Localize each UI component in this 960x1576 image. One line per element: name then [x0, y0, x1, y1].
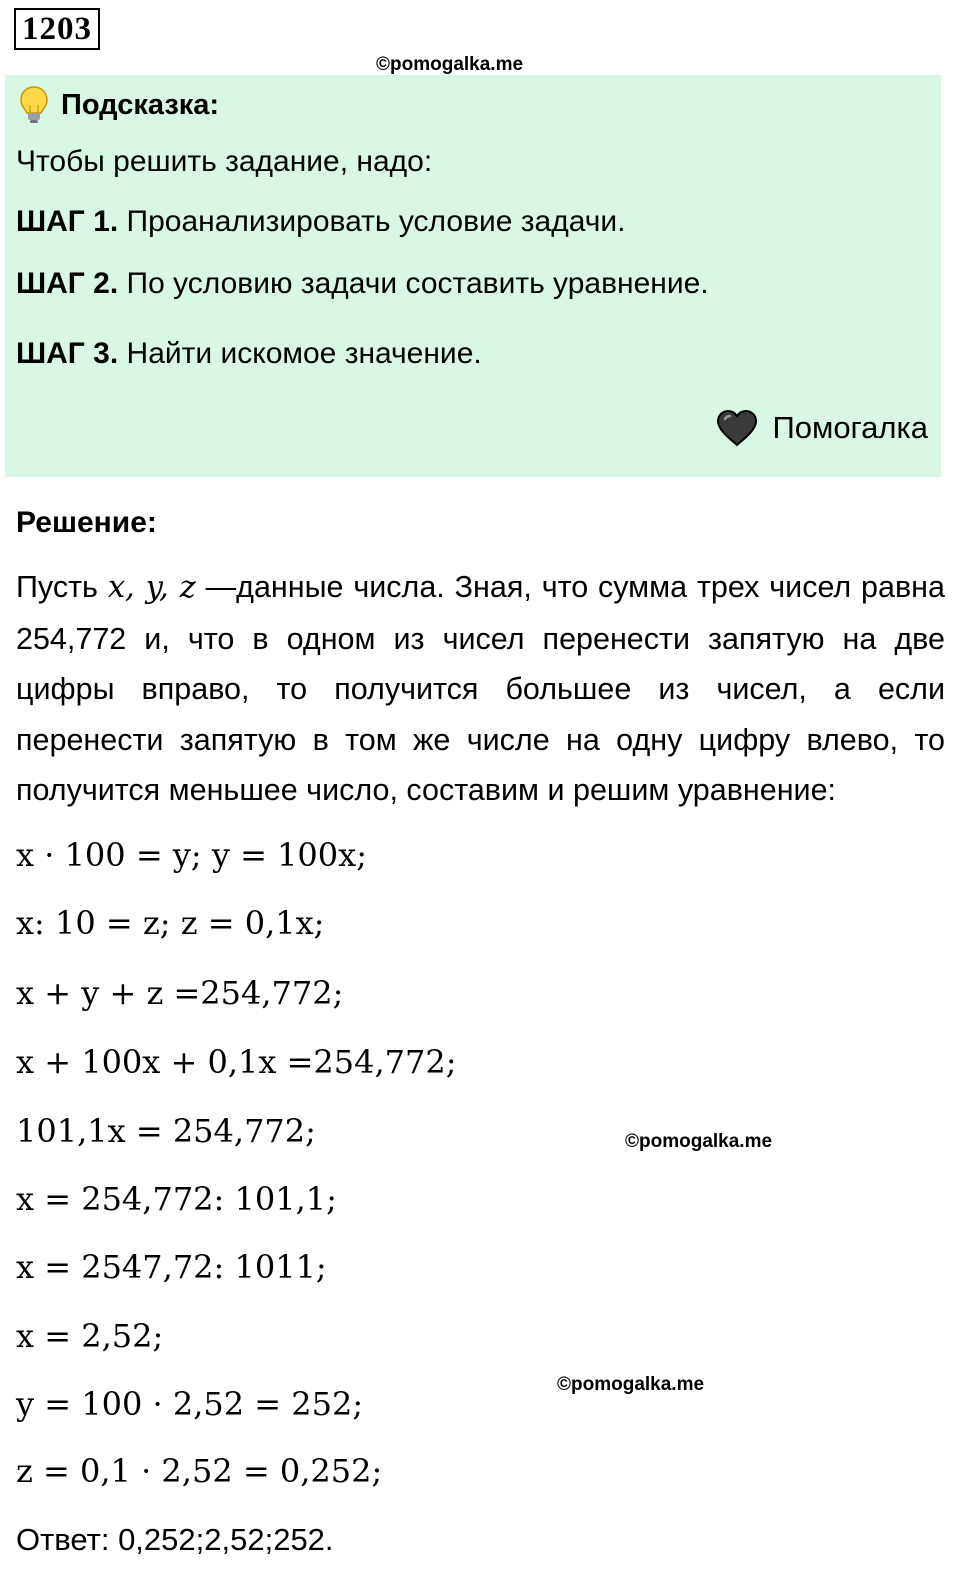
task-number: 1203 — [14, 8, 100, 50]
solution-heading: Решение: — [16, 506, 157, 539]
hint-step-1 — [16, 205, 625, 239]
equation-9: y = 100 · 2,52 = 252; — [16, 1385, 364, 1423]
hint-box — [5, 75, 941, 477]
equation-10: z = 0,1 · 2,52 = 0,252; — [16, 1452, 383, 1490]
equation-4: x + 100x + 0,1x =254,772; — [16, 1043, 457, 1081]
hint-title-text: Подсказка: — [61, 88, 220, 121]
equation-3: x + y + z =254,772; — [16, 974, 344, 1012]
solution-paragraph — [16, 562, 945, 816]
hint-step-3-text: Найти искомое значение. — [126, 337, 482, 370]
para-start: Пусть — [16, 570, 98, 604]
hint-step-2-label: ШАГ 2. — [16, 267, 119, 300]
brand — [716, 409, 928, 447]
hint-title — [19, 85, 219, 125]
equation-7: x = 2547,72: 1011; — [16, 1248, 327, 1286]
answer: Ответ: 0,252;2,52;252. — [16, 1522, 334, 1557]
watermark-middle: ©pomogalka.me — [625, 1131, 773, 1152]
hint-step-2-text: По условию задачи составить уравнение. — [126, 267, 709, 300]
hint-step-2 — [16, 267, 709, 301]
hint-step-3 — [16, 337, 482, 371]
para-rest: —данные числа. Зная, что сумма трех чисел равна 254,772 и, что в одном из чисел перенести запятую на две цифры вправо, то получится большее из чисел, а если перенести запятую в том же числе на одну цифру влево, то получится меньшее число, составим и решим уравнение: — [16, 570, 945, 807]
hint-intro: Чтобы решить задание, надо: — [16, 145, 433, 178]
brand-text: Помогалка — [772, 410, 928, 445]
equation-5: 101,1x = 254,772; — [16, 1112, 316, 1150]
equation-2: x: 10 = z; z = 0,1x; — [16, 904, 325, 942]
hint-step-1-label: ШАГ 1. — [16, 205, 119, 238]
para-vars: x, y, z — [107, 570, 196, 605]
hint-step-1-text: Проанализировать условие задачи. — [126, 205, 626, 238]
equation-6: x = 254,772: 101,1; — [16, 1180, 337, 1218]
lightbulb-icon — [19, 85, 49, 125]
watermark-top: ©pomogalka.me — [376, 54, 524, 75]
watermark-bottom: ©pomogalka.me — [557, 1374, 705, 1395]
equation-8: x = 2,52; — [16, 1317, 164, 1355]
equation-1: x · 100 = y; y = 100x; — [16, 836, 367, 874]
heart-icon — [716, 409, 758, 447]
hint-step-3-label: ШАГ 3. — [16, 337, 119, 370]
